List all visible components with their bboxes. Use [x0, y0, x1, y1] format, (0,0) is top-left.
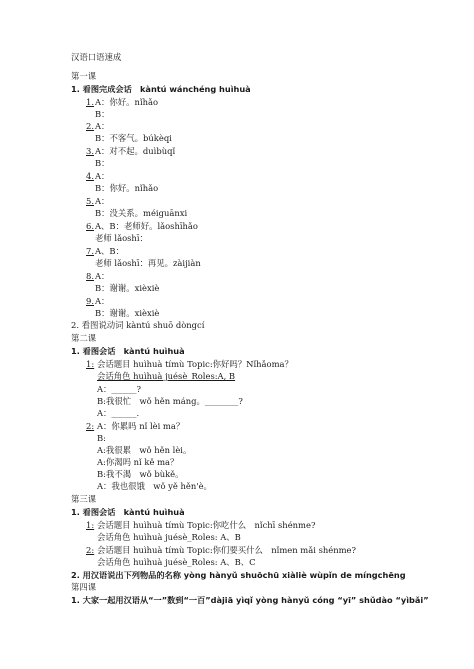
dialog-7-number: 7. — [86, 246, 94, 256]
lesson3-item-1-topic: 会话题目 huìhuà tímù Topic:你吃什么 nǐchī shénme? — [97, 520, 316, 530]
lesson3-section1-heading: 1. 看图会话 kàntú huìhuà — [71, 507, 185, 517]
dialog-2-number: 2. — [86, 121, 94, 131]
lesson4-heading: 第四课 — [71, 582, 97, 592]
dialog-4-line-b: B：你好。nǐhǎo — [95, 183, 159, 193]
dialog-3-line-b: B： — [95, 158, 110, 168]
dialog-2-line-b: B：不客气。búkèqi — [95, 133, 172, 143]
dialog-5-number: 5. — [86, 196, 94, 206]
lesson2-line-a1: A：______? — [97, 384, 142, 394]
lesson2-line-a2: A：______. — [97, 408, 140, 418]
lesson2-heading: 第二课 — [71, 333, 97, 343]
lesson3-item-2-topic: 会话题目 huìhuà tímù Topic:你们要买什么 nǐmen mǎi shénme? — [97, 545, 356, 555]
lesson2-item-2-number: 2: — [86, 421, 95, 431]
lesson2-item-1-number: 1: — [86, 359, 95, 369]
dialog-6-line-a: A、B：老师好。lǎoshīhǎo — [95, 221, 198, 231]
dialog-1-line-b: B： — [95, 109, 110, 119]
dialog-3-number: 3. — [86, 146, 94, 156]
dialog-7-line-a: A、B： — [95, 246, 124, 256]
dialog-3-line-a: A：对不起。duìbùqǐ — [95, 146, 176, 156]
lesson2-line-b1: B:我很忙 wǒ hěn máng。________? — [97, 396, 243, 406]
dialog-6-line-b: 老师 lǎoshī： — [95, 233, 148, 243]
lesson2-line-a5: A：我也很饿 wǒ yě hěn'è。 — [97, 481, 212, 491]
dialog-8-line-b: B：谢谢。xièxiè — [95, 283, 160, 293]
lesson3-heading: 第三课 — [71, 494, 97, 504]
lesson3-section2-heading: 2. 用汉语说出下列物品的名称 yòng hànyǔ shuōchū xiàliè wùpǐn de míngchēng — [71, 570, 406, 580]
lesson3-roles-2: 会话角色 huìhuà juésè_Roles: A、B、C — [97, 557, 256, 567]
dialog-9-line-b: B：谢谢。xièxiè — [95, 308, 160, 318]
dialog-9-line-a: A： — [95, 296, 110, 306]
lesson2-roles: 会话角色 huìhuà juésè_Roles:A, B — [97, 371, 236, 381]
lesson3-roles-1: 会话角色 huìhuà juésè_Roles: A、B — [97, 532, 241, 542]
dialog-7-line-b: 老师 lǎoshī：再见。zàijiàn — [95, 258, 201, 268]
lesson2-line-b2: B: — [97, 433, 106, 443]
dialog-5-line-b: B：没关系。méiguānxi — [95, 208, 188, 218]
lesson2-line-a3: A:我很累 wǒ hěn lèi。 — [97, 445, 192, 455]
dialog-1-number: 1. — [86, 97, 94, 107]
doc-title: 汉语口语速成 — [71, 52, 122, 62]
dialog-8-number: 8. — [86, 271, 94, 281]
lesson2-item-2-line: A：你累吗 nǐ lèi ma？ — [97, 421, 185, 431]
dialog-4-number: 4. — [86, 171, 94, 181]
lesson4-section1-heading: 1. 大家一起用汉语从“一”数到“一百”dàjiā yìqǐ yòng hànyǔ cóng “yī” shǔdào “yìbǎi” — [71, 595, 429, 605]
dialog-8-line-a: A： — [95, 271, 110, 281]
lesson1-section2-heading: 2. 看图说动词 kàntú shuō dòngcí — [71, 320, 205, 330]
lesson3-item-2-number: 2: — [86, 545, 95, 555]
lesson2-item-1-topic: 会话题目 huìhuà tímù Topic:你好吗？Nǐhǎoma？ — [97, 359, 293, 369]
dialog-1-line-a: A：你好。nǐhǎo — [95, 97, 159, 107]
lesson3-item-1-number: 1: — [86, 520, 95, 530]
lesson2-section1-heading: 1. 看图会话 kàntú huìhuà — [71, 346, 185, 356]
dialog-9-number: 9. — [86, 296, 94, 306]
lesson1-section1-heading: 1. 看图完成会话 kàntú wánchéng huìhuà — [71, 84, 251, 94]
dialog-4-line-a: A： — [95, 171, 110, 181]
dialog-2-line-a: A： — [95, 121, 110, 131]
lesson2-line-a4: A:你渴吗 nǐ kě ma？ — [97, 457, 179, 467]
dialog-6-number: 6. — [86, 221, 94, 231]
lesson2-line-b3: B:我不渴 wǒ bùkě。 — [97, 469, 184, 479]
lesson1-heading: 第一课 — [71, 71, 97, 81]
dialog-5-line-a: A： — [95, 196, 110, 206]
